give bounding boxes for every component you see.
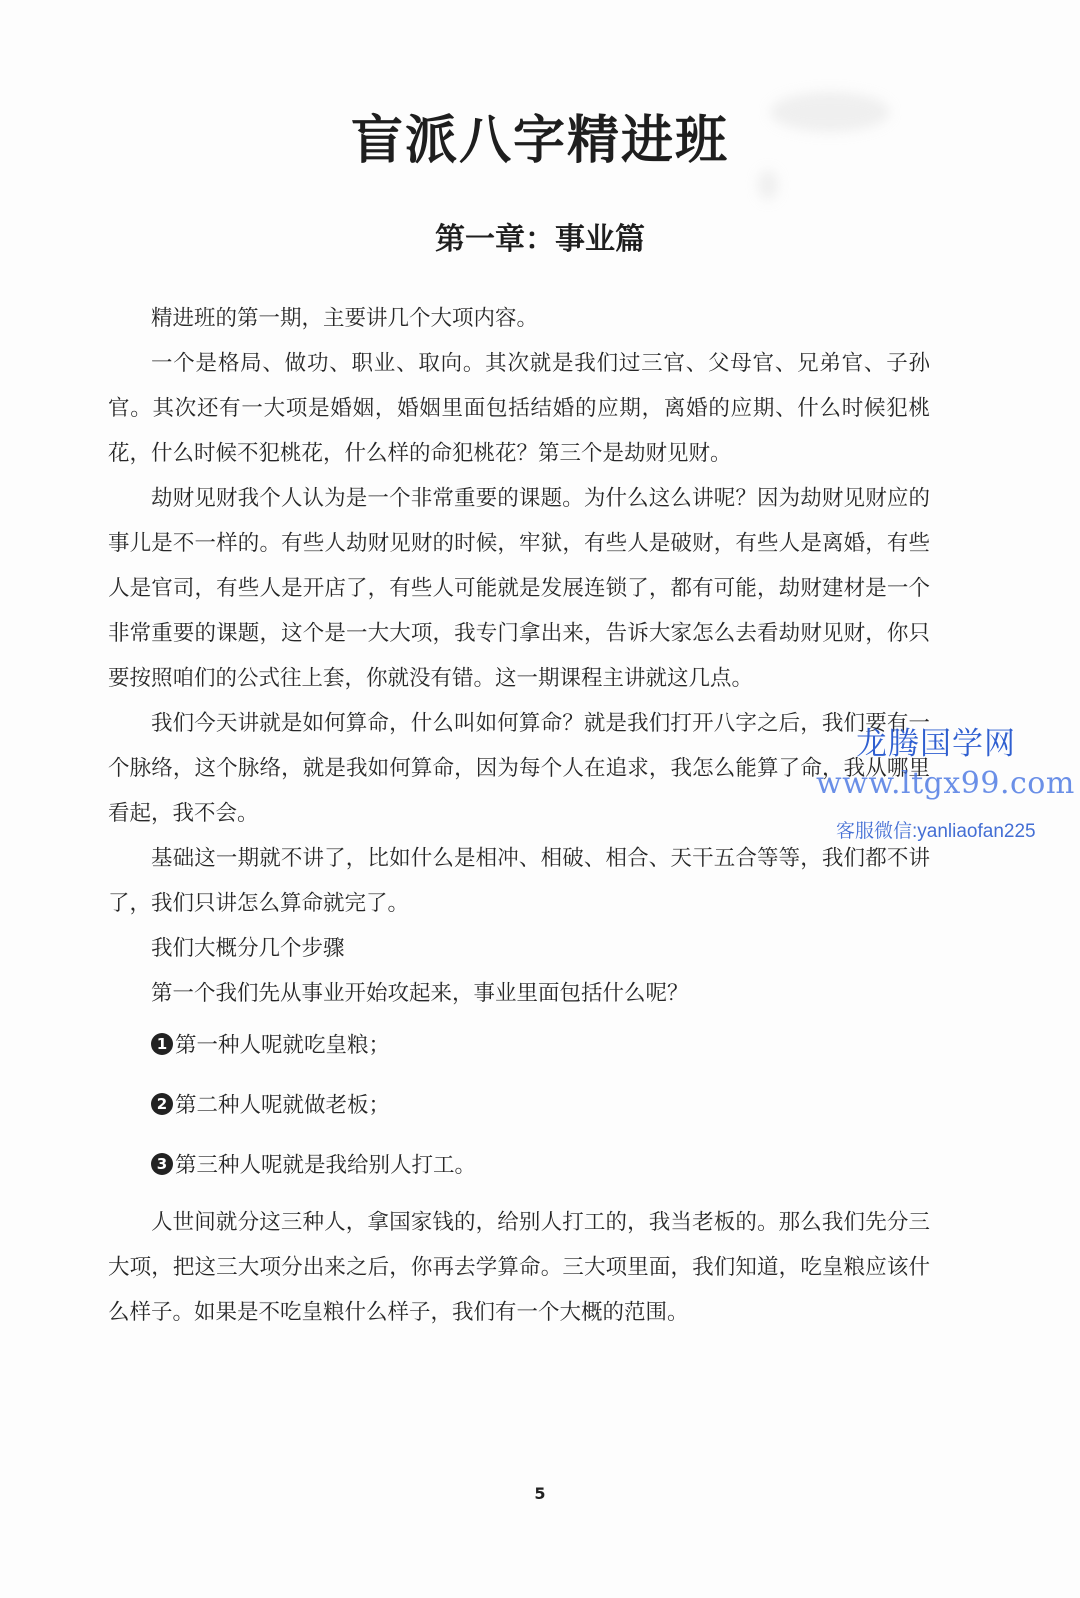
list-item-text: 第三种人呢就是我给别人打工。 (175, 1153, 477, 1178)
scan-smudge (758, 170, 778, 200)
list-item-text: 第一种人呢就吃皇粮； (175, 1033, 391, 1058)
circled-number-icon: 2 (151, 1093, 173, 1115)
paragraph: 劫财见财我个人认为是一个非常重要的课题。为什么这么讲呢？因为劫财见财应的事儿是不一样的。有些人劫财见财的时候，牢狱，有些人是破财，有些人是离婚，有些人是官司，有些人是开店了，有些人可能就是发展连锁了，都有可能，劫财建材是一个非常重要的课题，这个是一大大项，我专门拿出来，告诉大家怎么去看劫财见财，你只要按照咱们的公式往上套，你就没有错。这一期课程主讲就这几点。 (108, 486, 930, 691)
paragraph: 一个是格局、做功、职业、取向。其次就是我们过三官、父母官、兄弟官、子孙官。其次还有一大项是婚姻，婚姻里面包括结婚的应期，离婚的应期、什么时候犯桃花，什么时候不犯桃花，什么样的命犯桃花？第三个是劫财见财。 (108, 351, 930, 466)
list-item (108, 1136, 930, 1196)
paragraph: 我们今天讲就是如何算命，什么叫如何算命？就是我们打开八字之后，我们要有一个脉络，这个脉络，就是我如何算命，因为每个人在追求，我怎么能算了命，我从哪里看起，我不会。 (108, 711, 930, 826)
paragraph: 精进班的第一期，主要讲几个大项内容。 (151, 306, 539, 331)
watermark-title: 龙腾国学网 (856, 726, 1016, 762)
page-number: 5 (534, 1484, 546, 1503)
paragraph: 基础这一期就不讲了，比如什么是相冲、相破、相合、天干五合等等，我们都不讲了，我们只讲怎么算命就完了。 (108, 846, 930, 916)
document-title: 盲派八字精进班 (350, 110, 729, 171)
body-text (108, 296, 930, 1335)
list-item (108, 1016, 930, 1076)
circled-number-icon: 1 (151, 1033, 173, 1055)
paragraph: 第一个我们先从事业开始攻起来，事业里面包括什么呢？ (151, 981, 689, 1006)
list-item (108, 1076, 930, 1136)
watermark-url: www.ltgx99.com (816, 766, 1075, 801)
list-item-text: 第二种人呢就做老板； (175, 1093, 391, 1118)
chapter-heading: 第一章：事业篇 (435, 222, 645, 257)
circled-number-icon: 3 (151, 1153, 173, 1175)
watermark-contact: 客服微信:yanliaofan225 (836, 821, 1036, 842)
paragraph: 我们大概分几个步骤 (151, 936, 345, 961)
paragraph: 人世间就分这三种人，拿国家钱的，给别人打工的，我当老板的。那么我们先分三大项，把这三大项分出来之后，你再去学算命。三大项里面，我们知道，吃皇粮应该什么样子。如果是不吃皇粮什么样子，我们有一个大概的范围。 (108, 1210, 930, 1325)
